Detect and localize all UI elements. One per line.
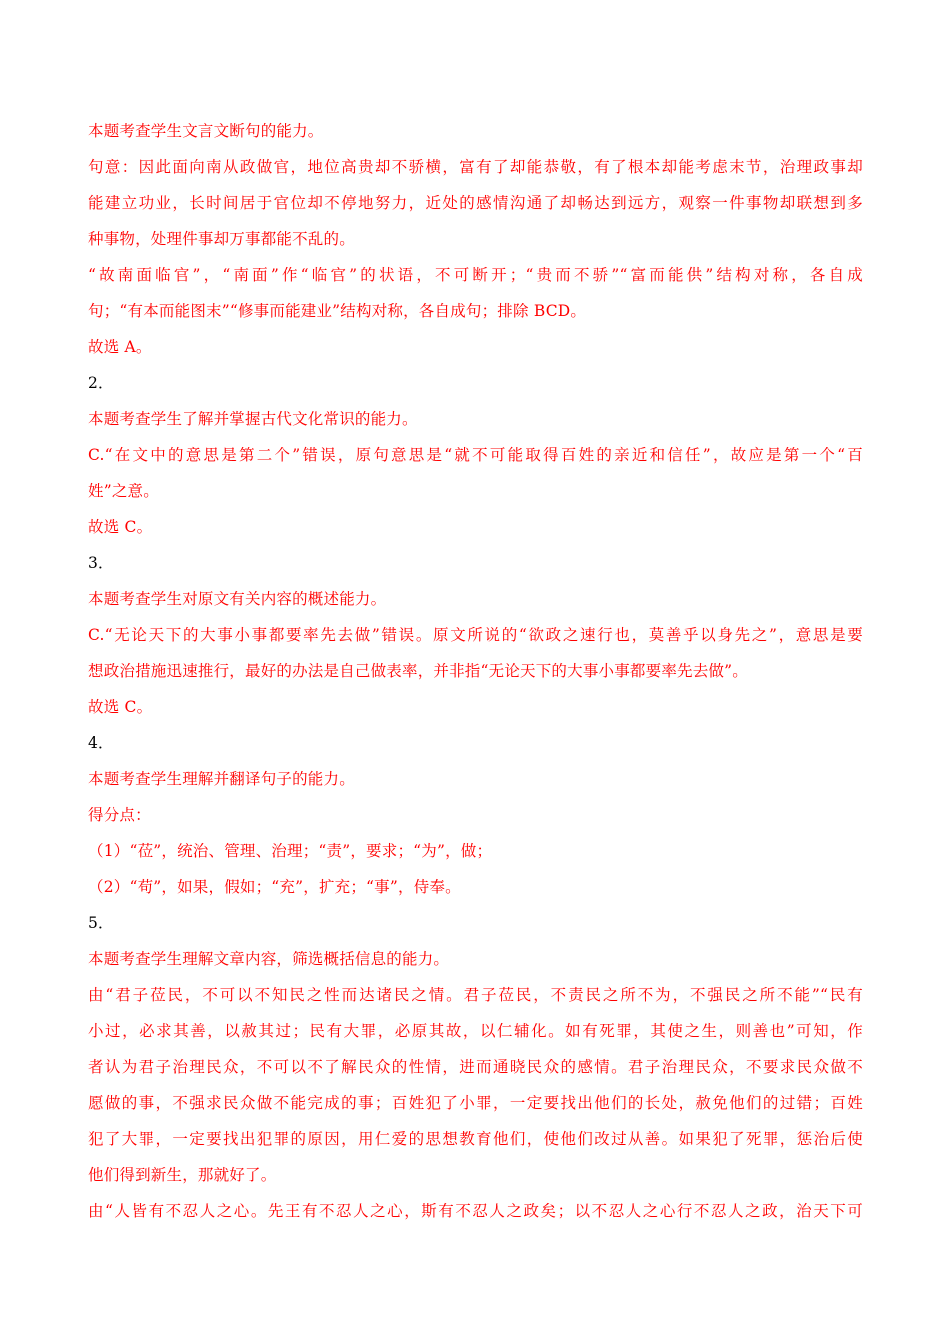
text-line: 本题考查学生理解并翻译句子的能力。	[88, 770, 355, 788]
text-line: 本题考查学生对原文有关内容的概述能力。	[88, 590, 387, 608]
text-line: 故选 C。	[88, 518, 153, 536]
question-number: 2．	[88, 374, 114, 392]
text-line: 姓”之意。	[88, 482, 159, 500]
text-line: 故选 C。	[88, 698, 153, 716]
text-line: 本题考查学生文言文断句的能力。	[88, 122, 324, 140]
text-line: 能建立功业，长时间居于官位却不停地努力，近处的感情沟通了却畅达到远方，观察一件事物却联想到多	[88, 194, 863, 212]
text-line: 故选 A。	[88, 338, 152, 356]
text-line: 得分点：	[88, 806, 151, 824]
text-line: 他们得到新生，那就好了。	[88, 1166, 277, 1184]
text-line: 者认为君子治理民众，不可以不了解民众的性情，进而通晓民众的感情。君子治理民众，不要求民众做不	[88, 1058, 863, 1076]
text-line: 小过，必求其善，以赦其过；民有大罪，必原其故，以仁辅化。如有死罪，其使之生，则善也”可知，作	[88, 1022, 863, 1040]
text-line: 本题考查学生理解文章内容，筛选概括信息的能力。	[88, 950, 450, 968]
text-line: （2）“苟”，如果，假如；“充”，扩充；“事”，侍奉。	[88, 878, 461, 896]
text-line: C.“在文中的意思是第二个”错误，原句意思是“就不可能取得百姓的亲近和信任”，故应是第一个“百	[88, 446, 863, 464]
text-line: C.“无论天下的大事小事都要率先去做”错误。原文所说的“欲政之速行也，莫善乎以身先之”，意思是要	[88, 626, 863, 644]
text-line: 犯了大罪，一定要找出犯罪的原因，用仁爱的思想教育他们，使他们改过从善。如果犯了死罪，惩治后使	[88, 1130, 863, 1148]
text-line: “故南面临官”，“南面”作“临官”的状语，不可断开；“贵而不骄”“富而能供”结构对称，各自成	[88, 266, 863, 284]
question-number: 3．	[88, 554, 114, 572]
answer-explanation-text	[88, 113, 863, 1229]
text-line: 由“人皆有不忍人之心。先王有不忍人之心，斯有不忍人之政矣；以不忍人之心行不忍人之政，治天下可	[88, 1202, 863, 1220]
text-line: （1）“莅”，统治、管理、治理；“责”，要求；“为”，做；	[88, 842, 493, 860]
question-number: 5．	[88, 914, 114, 932]
text-line: 种事物，处理件事却万事都能不乱的。	[88, 230, 355, 248]
question-number: 4．	[88, 734, 114, 752]
text-line: 本题考查学生了解并掌握古代文化常识的能力。	[88, 410, 418, 428]
text-line: 句意：因此面向南从政做官，地位高贵却不骄横，富有了却能恭敬，有了根本却能考虑末节，治理政事却	[88, 158, 863, 176]
text-line: 句；“有本而能图末”“修事而能建业”结构对称，各自成句；排除 BCD。	[88, 302, 587, 320]
text-line: 愿做的事，不强求民众做不能完成的事；百姓犯了小罪，一定要找出他们的长处，赦免他们的过错；百姓	[88, 1094, 863, 1112]
text-line: 想政治措施迅速推行，最好的办法是自己做表率，并非指“无论天下的大事小事都要率先去做”。	[88, 662, 748, 680]
text-line: 由“君子莅民，不可以不知民之性而达诸民之情。君子莅民，不责民之所不为，不强民之所不能”“民有	[88, 986, 863, 1004]
